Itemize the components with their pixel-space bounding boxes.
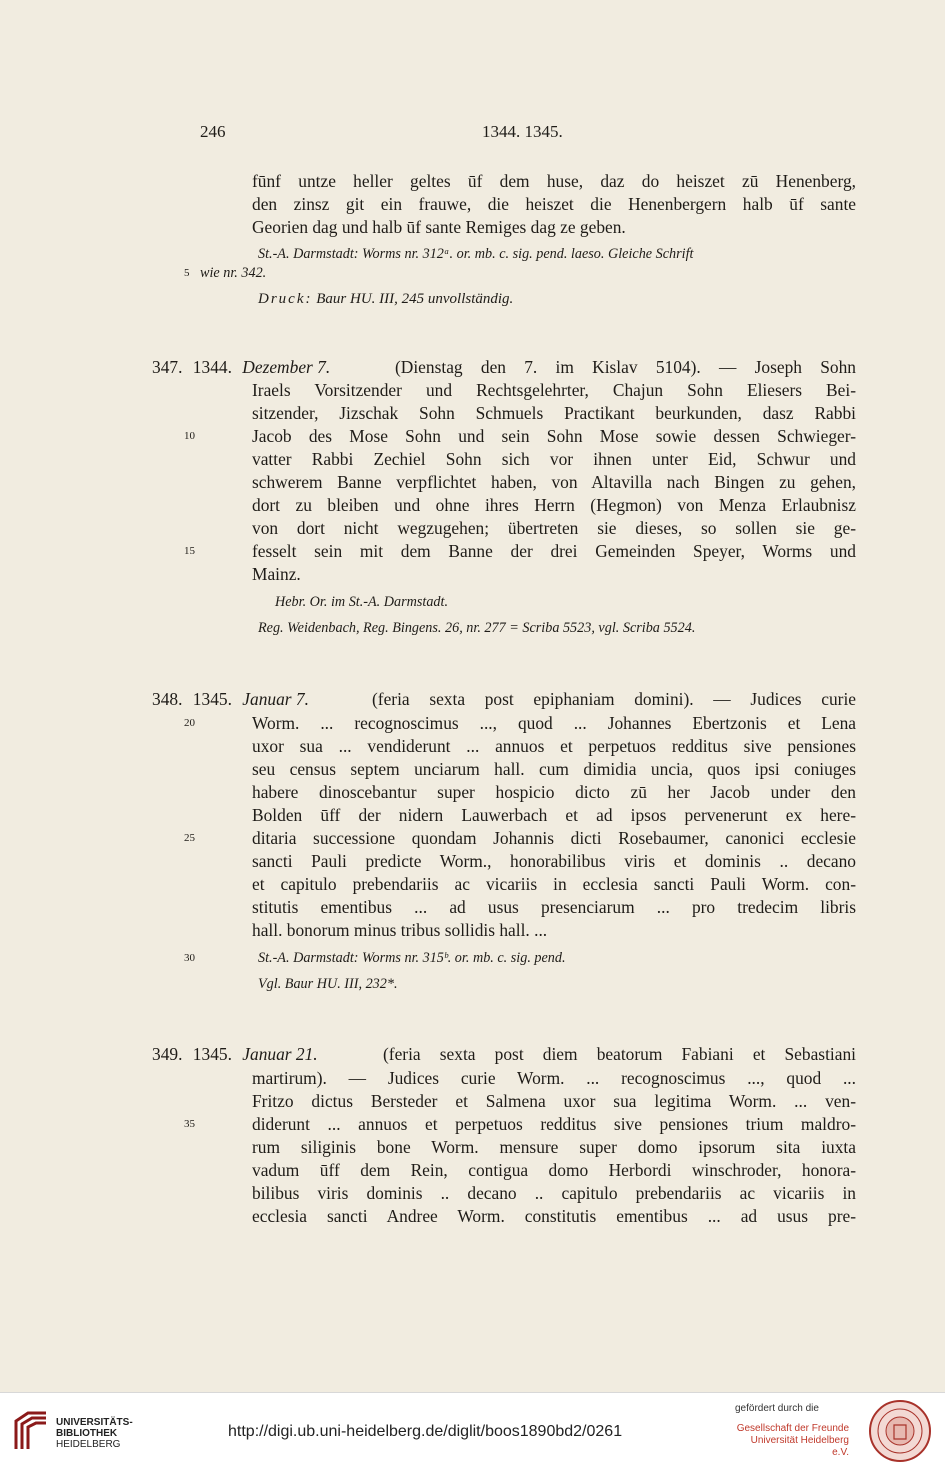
text-line: sancti Pauli predicte Worm., honorabilibus viris et dominis .. decano: [252, 851, 856, 871]
source-url-link[interactable]: http://digi.ub.uni-heidelberg.de/diglit/boos1890bd2/0261: [228, 1423, 623, 1440]
entry-number: 349.: [152, 1044, 183, 1064]
line-number: 5: [184, 267, 190, 279]
print-label: Druck:: [258, 291, 313, 307]
entry-date: Januar 7.: [242, 689, 309, 709]
sponsor-name-line: Universität Heidelberg e.V.: [750, 1435, 849, 1458]
line-number: 25: [184, 832, 195, 844]
text-line: uxor sua ... vendiderunt ... annuos et perpetuos redditus sive pensiones: [252, 736, 856, 756]
text-line: Fritzo dictus Bersteder et Salmena uxor sua legitima Worm. ... ven-: [252, 1091, 856, 1111]
text-line: martirum). — Judices curie Worm. ... recognoscimus ..., quod ...: [252, 1068, 856, 1088]
text-line: stitutis ementibus ... ad usus presenciarum ... pro tredecim libris: [252, 897, 856, 917]
text-line: (feria sexta post diem beatorum Fabiani et Sebastiani: [383, 1044, 856, 1064]
line-number: 10: [184, 430, 195, 442]
page-number: 246: [200, 122, 226, 141]
library-name: [56, 1417, 133, 1450]
text-line: schwerem Banne verpflichtet haben, von Altavilla nach Bingen zu gehen,: [252, 472, 856, 492]
entry-number: 348.: [152, 689, 183, 709]
sponsor-name: [733, 1423, 849, 1459]
running-title: 1344. 1345.: [482, 122, 563, 141]
library-name-line: HEIDELBERG: [56, 1439, 121, 1450]
text-line: hall. bonorum minus tribus sollidis hall. ...: [252, 920, 548, 940]
text-line: seu census septem unciarum hall. cum dimidia uncia, quos ipsi coniuges: [252, 759, 856, 779]
text-line: dort zu bleiben und ohne ihres Herrn (Hegmon) von Menza Erlaubnisz: [252, 495, 856, 515]
footer-bar: [0, 1392, 945, 1468]
library-name-line: BIBLIOTHEK: [56, 1428, 118, 1439]
text-line: vadum ūff dem Rein, contigua domo Herbordi winschroder, honora-: [252, 1160, 856, 1180]
print-reference: Baur HU. III, 245 unvollständig.: [316, 291, 514, 307]
source-note: Reg. Weidenbach, Reg. Bingens. 26, nr. 277 = Scriba 5523, vgl. Scriba 5524.: [258, 620, 696, 636]
text-line: (feria sexta post epiphaniam domini). — Judices curie: [372, 689, 856, 709]
sponsor-name-line: Gesellschaft der Freunde: [736, 1423, 849, 1434]
text-line: Worm. ... recognoscimus ..., quod ... Johannes Ebertzonis et Lena: [252, 713, 856, 733]
text-line: sitzender, Jizschak Sohn Schmuels Practikant beurkunden, dasz Rabbi: [252, 403, 856, 423]
text-line: fesselt sein mit dem Banne der drei Gemeinden Speyer, Worms und: [252, 541, 856, 561]
text-line: habere dinoscebantur super hospicio dicto zū her Jacob under den: [252, 782, 856, 802]
text-line: fūnf untze heller geltes ūf dem huse, daz do heiszet zū Henenberg,: [252, 171, 856, 191]
entry-heading: [152, 1043, 318, 1066]
entry-year: 1345.: [192, 1044, 232, 1064]
text-line: vatter Rabbi Zechiel Sohn sich vor ihnen unter Eid, Schwur und: [252, 449, 856, 469]
text-line: Bolden ūff der nidern Lauwerbach et ad ipsos pervenerunt ex here-: [252, 805, 856, 825]
source-note: wie nr. 342.: [200, 265, 267, 281]
library-logo-icon: [12, 1409, 50, 1453]
entry-year: 1345.: [192, 689, 232, 709]
text-line: Jacob des Mose Sohn und sein Sohn Mose sowie dessen Schwieger-: [252, 426, 856, 446]
entry-date: Dezember 7.: [242, 357, 331, 377]
entry-year: 1344.: [192, 357, 232, 377]
entry-date: Januar 21.: [242, 1044, 318, 1064]
text-line: bilibus viris dominis .. decano .. capitulo prebendariis ac vicariis in: [252, 1183, 856, 1203]
text-line: ecclesia sancti Andree Worm. constitutis ementibus ... ad usus pre-: [252, 1206, 856, 1226]
text-line: diderunt ... annuos et perpetuos redditus sive pensiones trium maldro-: [252, 1114, 856, 1134]
text-line: ditaria successione quondam Johannis dicti Rosebaumer, canonici ecclesie: [252, 828, 856, 848]
entry-heading: [152, 688, 309, 711]
source-note: Vgl. Baur HU. III, 232*.: [258, 976, 398, 992]
source-note: Hebr. Or. im St.-A. Darmstadt.: [275, 594, 449, 610]
sponsor-label: gefördert durch die: [735, 1403, 819, 1414]
line-number: 30: [184, 952, 195, 964]
library-name-line: UNIVERSITÄTS-: [56, 1417, 133, 1428]
text-line: den zinsz git ein frauwe, die heiszet die Henenbergern halb ūf sante: [252, 194, 856, 214]
entry-number: 347.: [152, 357, 183, 377]
text-line: et capitulo prebendariis ac vicariis in ecclesia sancti Pauli Worm. con-: [252, 874, 856, 894]
text-line: Mainz.: [252, 564, 301, 584]
text-line: (Dienstag den 7. im Kislav 5104). — Joseph Sohn: [395, 357, 856, 377]
text-line: Georien dag und halb ūf sante Remiges dag ze geben.: [252, 217, 626, 237]
line-number: 15: [184, 545, 195, 557]
source-note: St.-A. Darmstadt: Worms nr. 312ᵃ. or. mb. c. sig. pend. laeso. Gleiche Schrift: [258, 246, 694, 262]
text-line: Iraels Vorsitzender und Rechtsgelehrter, Chajun Sohn Eliesers Bei-: [252, 380, 856, 400]
line-number: 35: [184, 1118, 195, 1130]
entry-heading: [152, 356, 330, 379]
line-number: 20: [184, 717, 195, 729]
university-seal-icon: [868, 1399, 932, 1463]
text-line: rum siliginis bone Worm. mensure super domo ipsorum sita iuxta: [252, 1137, 856, 1157]
source-note: St.-A. Darmstadt: Worms nr. 315ᵇ. or. mb. c. sig. pend.: [258, 950, 566, 966]
print-note: [258, 289, 513, 309]
text-line: von dort nicht wegzugehen; übertreten sie dieses, so sollen sie ge-: [252, 518, 856, 538]
